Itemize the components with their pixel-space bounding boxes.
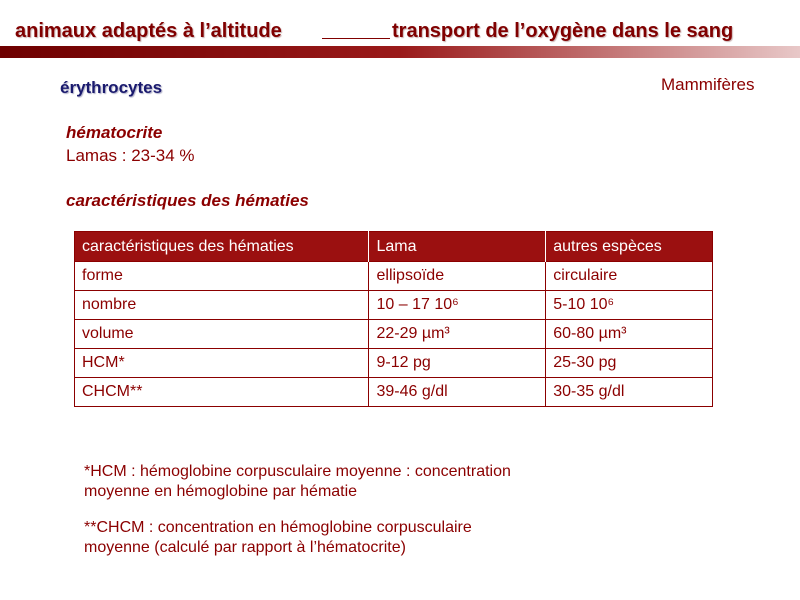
table-row (75, 349, 713, 378)
header-band (0, 46, 800, 58)
chcm-footnote (84, 518, 472, 558)
table-cell: CHCM** (75, 378, 369, 407)
table-cell: 22-29 µm³ (369, 320, 546, 349)
table-cell: 5-10 10⁶ (546, 291, 713, 320)
table-row (75, 262, 713, 291)
table-cell: 30-35 g/dl (546, 378, 713, 407)
table-header-row (75, 232, 713, 262)
footnote-line: *HCM : hémoglobine corpusculaire moyenne : concentration (84, 463, 511, 480)
subtitle: érythrocytes (60, 78, 163, 97)
table-header-cell: caractéristiques des hématies (75, 232, 369, 262)
table-cell: 39-46 g/dl (369, 378, 546, 407)
category-label: Mammifères (661, 75, 755, 94)
table-cell: circulaire (546, 262, 713, 291)
table-header-cell: autres espèces (546, 232, 713, 262)
header-left-title: animaux adaptés à l’altitude (15, 20, 282, 42)
header-connector-line (322, 38, 390, 39)
section-title: caractéristiques des hématies (66, 191, 309, 210)
table-cell: 25-30 pg (546, 349, 713, 378)
table-cell: ellipsoïde (369, 262, 546, 291)
hematocrite-value: Lamas : 23-34 % (66, 146, 195, 165)
table-row (75, 291, 713, 320)
hematocrite-title: hématocrite (66, 123, 163, 142)
hcm-footnote (84, 462, 511, 502)
table-cell: 10 – 17 10⁶ (369, 291, 546, 320)
table-row (75, 320, 713, 349)
footnote-line: **CHCM : concentration en hémoglobine corpusculaire (84, 519, 472, 536)
footnote-line: moyenne en hémoglobine par hématie (84, 483, 358, 500)
table-row (75, 378, 713, 407)
table-cell: 9-12 pg (369, 349, 546, 378)
table-cell: 60-80 µm³ (546, 320, 713, 349)
table-header-cell: Lama (369, 232, 546, 262)
table-cell: forme (75, 262, 369, 291)
table-cell: volume (75, 320, 369, 349)
footnote-line: moyenne (calculé par rapport à l’hématocrite) (84, 539, 406, 556)
characteristics-table (74, 231, 713, 407)
table-cell: nombre (75, 291, 369, 320)
header-right-title: transport de l’oxygène dans le sang (392, 20, 734, 42)
table-cell: HCM* (75, 349, 369, 378)
